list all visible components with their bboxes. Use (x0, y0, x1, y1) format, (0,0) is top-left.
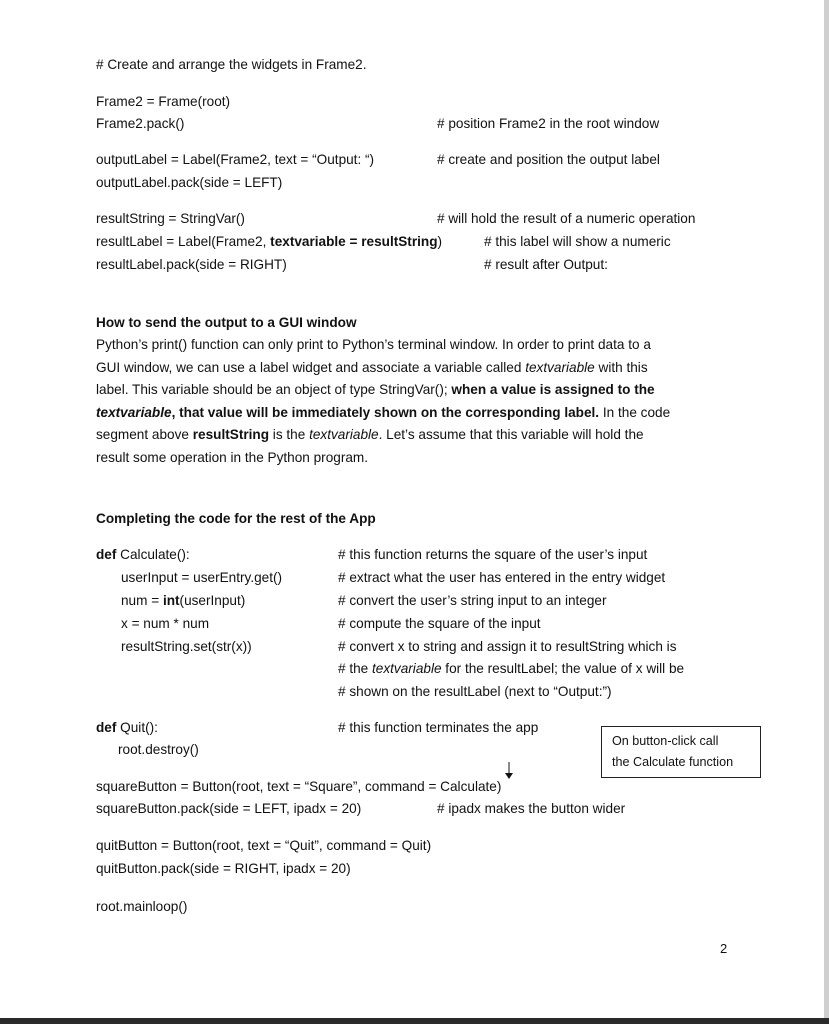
code-part-bold: textvariable = resultString (270, 234, 438, 249)
code-line (121, 592, 245, 610)
code-line: squareButton.pack(side = LEFT, ipadx = 20) (96, 801, 362, 816)
code-comment: # create and position the output label (437, 152, 660, 167)
text-run-italic: textvariable (525, 359, 595, 375)
text-run-italic: textvariable (372, 661, 442, 676)
code-comment: # position Frame2 in the root window (437, 116, 660, 131)
para-line (96, 402, 726, 425)
text-run-bold: , that value will be immediately shown on the corresponding label. (171, 404, 600, 420)
para-line (96, 379, 726, 402)
para-line (96, 357, 726, 380)
callout-line: the Calculate function (612, 755, 734, 769)
page-number: 2 (720, 941, 728, 956)
text-run-italic: textvariable (309, 427, 379, 443)
text-run: for the resultLabel; the value of x will be (441, 661, 685, 676)
code-line (96, 233, 442, 251)
code-line: Frame2.pack() (96, 116, 185, 131)
code-part: Calculate(): (116, 547, 190, 562)
code-comment: # convert the user’s string input to an integer (338, 593, 607, 608)
page-right-edge (824, 0, 829, 1024)
arrow-down-icon (503, 762, 515, 780)
code-comment: # convert x to string and assign it to resultString which is (338, 639, 677, 654)
code-comment: # result after Output: (484, 257, 608, 272)
code-line: Frame2 = Frame(root) (96, 94, 231, 109)
code-part: resultLabel = Label(Frame2, (96, 234, 271, 249)
code-comment: # ipadx makes the button wider (437, 801, 626, 816)
text-run: is the (269, 427, 310, 443)
text-run-bold-italic: textvariable (96, 404, 172, 420)
text-run-bold: resultString (192, 427, 270, 443)
code-part: ) (437, 234, 443, 249)
text-run: segment above (96, 427, 193, 443)
code-comment: # shown on the resultLabel (next to “Output:”) (338, 684, 612, 699)
code-line: x = num * num (121, 616, 210, 631)
code-comment: # this label will show a numeric (484, 234, 671, 249)
callout-line: On button-click call (612, 734, 719, 748)
keyword: def (96, 547, 117, 562)
text-run-bold: when a value is assigned to the (451, 382, 655, 398)
text-run: label. This variable should be an object of type StringVar(); (96, 382, 452, 398)
code-comment: # this function terminates the app (338, 720, 539, 735)
section2-paragraph (96, 334, 726, 470)
para-line: Python’s print() function can only print to Python’s terminal window. In order to print data to a (96, 337, 651, 352)
code-part: (userInput) (179, 593, 246, 608)
code-comment: # extract what the user has entered in the entry widget (338, 570, 666, 585)
code-line: quitButton = Button(root, text = “Quit”, command = Quit) (96, 838, 432, 853)
para-line: result some operation in the Python program. (96, 449, 369, 465)
callout-box (601, 726, 761, 778)
code-line: resultString = StringVar() (96, 211, 245, 226)
text-run: with this (594, 359, 648, 375)
section1-comment: # Create and arrange the widgets in Frame2. (96, 57, 367, 72)
code-line: resultLabel.pack(side = RIGHT) (96, 257, 287, 272)
code-line: quitButton.pack(side = RIGHT, ipadx = 20) (96, 861, 351, 876)
code-comment (338, 660, 684, 678)
para-line (96, 424, 726, 447)
keyword: def (96, 720, 117, 735)
code-line: resultString.set(str(x)) (121, 639, 252, 654)
code-line: outputLabel.pack(side = LEFT) (96, 175, 283, 190)
section3-heading: Completing the code for the rest of the App (96, 511, 376, 526)
code-line: root.mainloop() (96, 899, 188, 914)
code-line: squareButton = Button(root, text = “Square”, command = Calculate) (96, 779, 502, 794)
code-comment: # compute the square of the input (338, 616, 541, 631)
code-comment: # this function returns the square of the user’s input (338, 547, 648, 562)
text-run: . Let’s assume that this variable will hold the (378, 427, 644, 443)
code-line (96, 546, 190, 564)
section2-heading: How to send the output to a GUI window (96, 315, 357, 330)
text-run: In the code (599, 404, 671, 420)
keyword: int (162, 593, 180, 608)
code-comment: # will hold the result of a numeric operation (437, 211, 696, 226)
code-line: outputLabel = Label(Frame2, text = “Output: “) (96, 152, 375, 167)
page-bottom-edge (0, 1018, 829, 1024)
text-run: GUI window, we can use a label widget and associate a variable called (96, 359, 526, 375)
text-run: # the (338, 661, 373, 676)
code-line: root.destroy() (118, 742, 199, 757)
code-line (96, 719, 158, 737)
code-line: userInput = userEntry.get() (121, 570, 283, 585)
code-part: num = (121, 593, 163, 608)
code-part: Quit(): (116, 720, 158, 735)
